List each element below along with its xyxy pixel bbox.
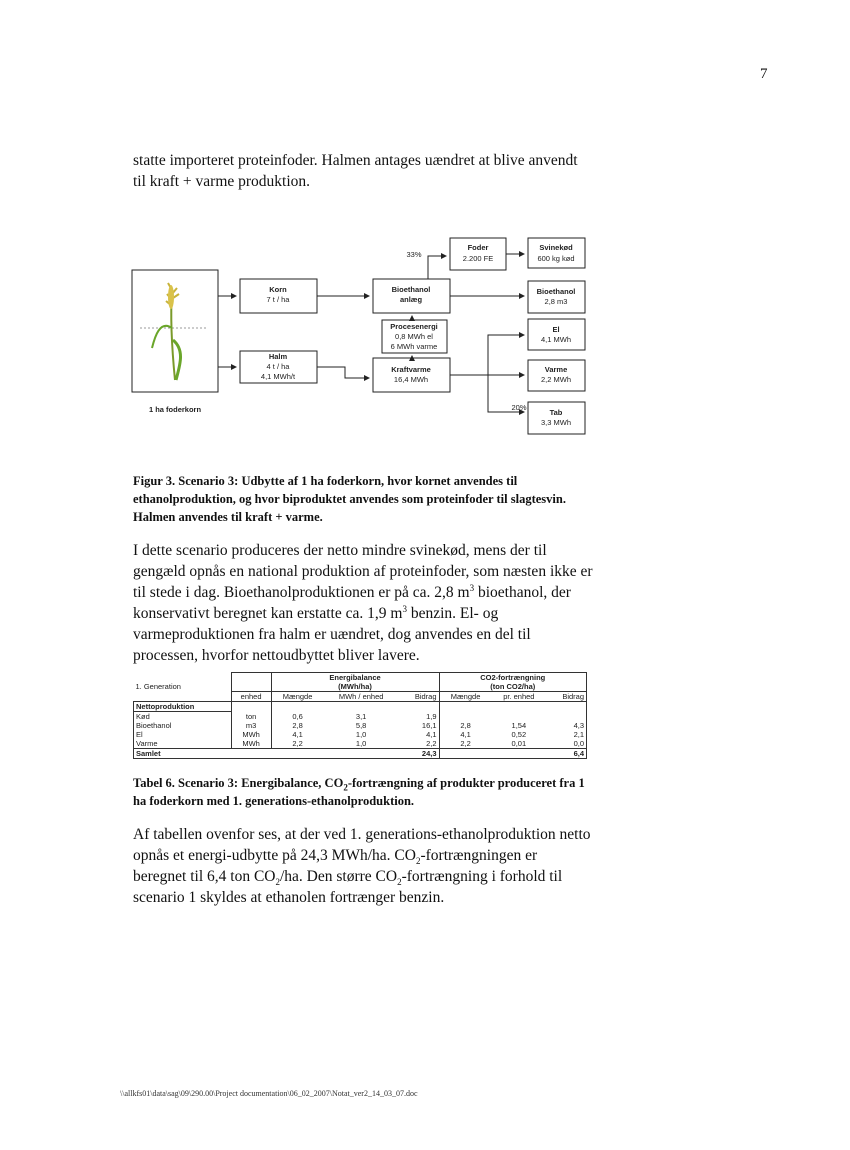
conclusion-paragraph: Af tabellen ovenfor ses, at der ved 1. generations-ethanolproduktion netto opnås et energi-udbytte på 24,3 MWh/ha. $CO_2$-fortrængningen er beregnet til 6,4 ton $CO_2/ha$. Den større $CO_2$-fortrængning i forhold til scenario 1 skyldes at ethanolen fortrænger benzin. [133, 826, 591, 906]
svg-text:Bioethanol: Bioethanol [536, 287, 576, 296]
table-row: Varme MWh 2,2 1,0 2,2 2,2 0,01 0,0 [134, 739, 587, 749]
svg-text:4,1 MWh/t: 4,1 MWh/t [260, 372, 296, 381]
energy-balance-table: Energibalance CO2-fortrængning 1. Generation (MWh/ha) (ton CO2/ha) enhed Mængde MWh / enhed Bidrag Mængde pr. enhed Bidrag Nettoproduktion Kød ton 0,6 3,1 1,9 Bioethanol m3 2,8 5,8 16,1 2,8 1,54 4,3 El MWh 4,1 1,0 4,1 4,1 0,52 2,1 Varme MWh 2,2 1,0 2,2 2,2 0,01 0,0 Samlet 24,3 6,4 [133, 672, 587, 759]
footer-file-path: \\allkfs01\data\sag\09\290.00\Project documentation\06_02_2007\Notat_ver2_14_03_07.doc [120, 1089, 418, 1098]
table-row: Kød ton 0,6 3,1 1,9 [134, 712, 587, 722]
table-row: El MWh 4,1 1,0 4,1 4,1 0,52 2,1 [134, 730, 587, 739]
svg-text:Svinekød: Svinekød [539, 243, 573, 252]
svg-text:16,4 MWh: 16,4 MWh [393, 375, 429, 384]
svg-text:Bioethanol: Bioethanol [391, 285, 431, 294]
svg-text:Kraftvarme: Kraftvarme [391, 365, 431, 374]
svg-text:2,2 MWh: 2,2 MWh [540, 375, 572, 384]
table-total-row: Samlet 24,3 6,4 [134, 749, 587, 759]
svg-text:2.200 FE: 2.200 FE [462, 254, 494, 263]
page-number: 7 [760, 66, 768, 82]
svg-text:600 kg kød: 600 kg kød [537, 254, 575, 263]
table-caption: Tabel 6. Scenario 3: Energibalance, $CO_2$-fortrængning af produkter produceret fra 1 ha foderkorn med 1. generations-ethanolproduktion. [133, 776, 585, 808]
svg-text:El: El [552, 325, 560, 334]
svg-text:33%: 33% [406, 250, 422, 259]
svg-text:4,1 MWh: 4,1 MWh [540, 335, 572, 344]
intro-paragraph: statte importeret proteinfoder. Halmen antages uændret at blive anvendt til kraft + varme produktion. [133, 152, 578, 190]
svg-text:7 t / ha: 7 t / ha [266, 295, 290, 304]
grain-plant-illustration [152, 283, 181, 380]
table-row: Bioethanol m3 2,8 5,8 16,1 2,8 1,54 4,3 [134, 721, 587, 730]
svg-text:3,3 MWh: 3,3 MWh [540, 418, 572, 427]
plant-label: 1 ha foderkorn [148, 405, 202, 414]
svg-text:20%: 20% [511, 403, 527, 412]
svg-text:Korn: Korn [269, 285, 287, 294]
figure-caption: Figur 3. Scenario 3: Udbytte af 1 ha foderkorn, hvor kornet anvendes til ethanolproduktion, og hvor biproduktet anvendes som proteinfoder til slagtesvin. Halmen anvendes til kraft + varme. [133, 474, 566, 524]
svg-text:0,8 MWh el: 0,8 MWh el [395, 332, 433, 341]
flow-diagram [0, 0, 850, 460]
svg-text:Halm: Halm [268, 352, 288, 361]
svg-text:Foder: Foder [467, 243, 489, 252]
svg-text:4 t / ha: 4 t / ha [266, 362, 290, 371]
svg-text:Procesenergi: Procesenergi [390, 322, 438, 331]
svg-text:Tab: Tab [549, 408, 563, 417]
svg-text:anlæg: anlæg [399, 295, 423, 304]
body-paragraph: I dette scenario produceres der netto mindre svinekød, mens der til gengæld opnås en national produktion af proteinfoder, som næsten ikke er til stede i dag. Bioethanolproduktionen er på ca. 2,8 $m^3$ bioethanol, der konservativt beregnet kan erstatte ca. 1,9 $m^3$ benzin. El- og varmeproduktionen fra halm er uændret, dog anvendes en del til processen, hvorfor nettoudbyttet bliver lavere. [133, 542, 593, 664]
svg-text:6 MWh varme: 6 MWh varme [390, 342, 438, 351]
svg-text:2,8 m3: 2,8 m3 [544, 297, 568, 306]
svg-text:Varme: Varme [544, 365, 568, 374]
